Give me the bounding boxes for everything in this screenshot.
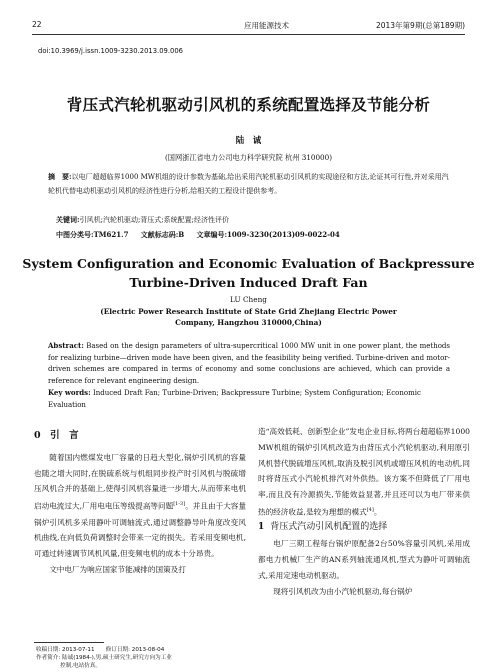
footnote (36, 646, 246, 670)
body-paragraph: 文中电厂为响应国家节能减排的国策及打 (49, 564, 186, 574)
abstract-english (48, 340, 450, 387)
affiliation-english-line1: (Electric Power Research Institute of State Grid Zhejiang Electric Power (100, 307, 397, 316)
article-number: 文章编号:1009-3230(2013)09-0022-04 (196, 230, 340, 239)
keywords-text: 引风机;汽轮机驱动;背压式;系统配置;经济性评价 (79, 216, 230, 224)
keywords-english (48, 387, 450, 411)
abstract-en-text: Based on the design parameters of ultra-supercritical 1000 MW unit in one power plant, the methods for realizing turbine—driven mode have been given, and the feasibility being verified. Turbine-driven and motor-driven schemes are compared in terms of economy and some conclusions are achieved, which can provide a reference for relevant engineering design. (48, 342, 450, 385)
citation: [4] (366, 506, 374, 513)
page-number: 22 (32, 20, 42, 29)
title-chinese: 背压式汽轮机驱动引风机的系统配置选择及节能分析 (66, 95, 431, 114)
author-chinese: 陆 诚 (235, 136, 262, 146)
footnote-rule (34, 642, 104, 643)
section-heading-1: 1 背压式汽动引风机配置的选择 (258, 522, 388, 533)
affiliation-english (0, 306, 497, 328)
keywords-en-text: Induced Draft Fan; Turbine-Driven; Backpressure Turbine; System Configuration; Economic Evaluation (48, 389, 421, 409)
keywords-label: 关键词: (56, 215, 80, 224)
doi: doi:10.3969/j.issn.1009-3230.2013.09.006 (38, 47, 183, 55)
abstract-text: 以电厂超超临界1000 MW机组的设计参数为基础,给出采用汽轮机驱动引风机的实现途径和方法,论证其可行性,并对采用汽轮机代替电动机驱动引风机的经济性进行分析,给相关的工程设计提供参考。 (48, 173, 449, 195)
body-paragraph: 现将引风机改为由小汽轮机驱动,每台锅炉 (273, 586, 413, 596)
title-english-line1: System Configuration and Economic Evaluation of Backpressure (22, 256, 475, 271)
abstract-en-label: Abstract: (48, 341, 84, 350)
body-right-column (258, 424, 470, 599)
keywords-en-label: Key words: (48, 388, 91, 397)
footnote-received: 收稿日期: 2013-07-11 修订日期: 2013-08-04 (36, 647, 165, 653)
author-english: LU Cheng (230, 295, 267, 304)
header-rule (32, 34, 465, 35)
journal-name: 应用能源技术 (244, 21, 289, 30)
footnote-author-intro-cont: 控制,电站仿真。 (60, 663, 101, 669)
issue-info: 2013年第9期(总第189期) (375, 21, 465, 30)
body-paragraph: 电厂三期工程每台锅炉原配备2台50%容量引风机,采用成都电力机械厂生产的AN系列轴流通风机,型式为静叶可调轴流式,采用定速电动机驱动。 (258, 539, 470, 580)
body-paragraph: 随着国内燃煤发电厂容量的日趋大型化,锅炉引风机的容量也随之增大同时,在脱硫系统与机组同步投产时引风机与脱硫增压风机合并的基础上,使得引风机容量进一步增大,从而带来电机启动电流过大,厂用电电压等级提高等问题[1-3]。并且由于大容量锅炉引风机多采用静叶可调轴流式,通过调整静导叶角度改变风机曲线,在向低负荷调整时会带来一定的损失。若采用变频电机,可通过转速调节风机风量,但变频电机的成本十分昂贵。 (34, 452, 246, 559)
abstract-label: 摘 要: (48, 172, 72, 181)
keywords-chinese (56, 215, 229, 225)
title-english-line2: Turbine-Driven Induced Draft Fan (129, 275, 368, 290)
classification-row (56, 230, 350, 240)
body-left-column (34, 424, 246, 578)
footnote-author-intro: 作者简介: 陆诚(1984-),男,硕士研究生,研究方向为工业 (36, 655, 172, 661)
running-header (32, 20, 465, 34)
section-heading-introduction: 0 引 言 (34, 430, 79, 441)
title-english (0, 254, 497, 292)
document-code: 文献标志码:B (140, 230, 185, 239)
clc-number: 中图分类号:TM621.7 (56, 230, 129, 239)
affiliation-english-line2: Company, Hangzhou 310000,China) (175, 318, 322, 327)
citation: [1-3] (173, 501, 186, 508)
body-paragraph: 造“高效低耗、创新型企业”发电企业目标,将两台超超临界1000 MW机组的锅炉引风机改造为由背压式小汽轮机驱动,利用原引风机替代脱硫增压风机,取消及脱引风机或增压风机的电动机,同时将背压式小汽轮机排汽对外供热。该方案不但降低了厂用电率,而且没有冷源损失,节能效益显著,并且还可以为电厂带来供热的经济收益,是较为理想的模式[4]。 (258, 427, 470, 517)
abstract-chinese (48, 170, 450, 198)
affiliation-chinese: (国网浙江省电力公司电力科学研究院 杭州 310000) (165, 153, 332, 162)
